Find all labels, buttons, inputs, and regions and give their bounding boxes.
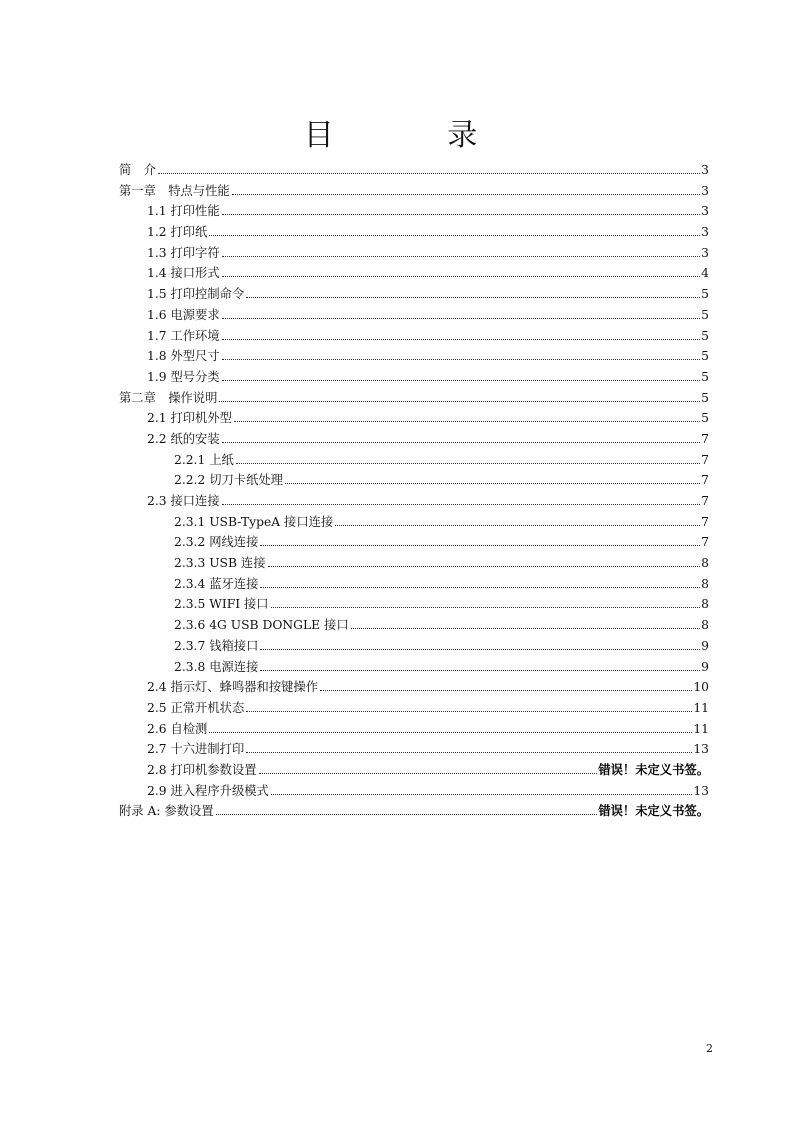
toc-entry[interactable] xyxy=(119,532,709,553)
toc-entry-page: 3 xyxy=(701,225,709,240)
table-of-contents xyxy=(119,160,709,822)
toc-entry-label: 2.3.1 USB-TypeA 接口连接 xyxy=(174,514,334,529)
toc-entry-label: 2.2 纸的安装 xyxy=(147,431,220,446)
toc-entry-page: 4 xyxy=(701,266,709,281)
toc-entry[interactable] xyxy=(119,470,709,491)
toc-entry[interactable] xyxy=(119,367,709,388)
toc-entry[interactable] xyxy=(119,429,709,450)
toc-entry[interactable] xyxy=(119,760,709,781)
toc-entry-label: 2.3.5 WIFI 接口 xyxy=(174,597,269,612)
toc-entry[interactable] xyxy=(119,160,709,181)
toc-entry[interactable] xyxy=(119,181,709,202)
toc-entry-error: 错误！未定义书签。 xyxy=(598,761,709,777)
toc-entry-label: 1.5 打印控制命令 xyxy=(147,287,245,302)
toc-entry-label: 2.3 接口连接 xyxy=(147,494,220,508)
toc-entry-page: 5 xyxy=(701,390,709,405)
toc-entry-page: 10 xyxy=(693,680,709,695)
toc-entry-label: 2.2.2 切刀卡纸处理 xyxy=(174,473,283,488)
dot-leader xyxy=(268,565,700,567)
toc-entry[interactable] xyxy=(119,512,709,533)
toc-entry-page: 5 xyxy=(701,328,709,343)
toc-title: 目 录 xyxy=(303,118,530,153)
dot-leader xyxy=(232,193,700,195)
toc-entry[interactable] xyxy=(119,305,709,326)
toc-entry[interactable] xyxy=(119,201,709,222)
toc-entry-page: 5 xyxy=(701,369,709,384)
toc-entry-label: 2.4 指示灯、蜂鸣器和按键操作 xyxy=(147,680,319,695)
dot-leader xyxy=(271,793,693,795)
toc-entry-page: 11 xyxy=(693,700,709,715)
dot-leader xyxy=(209,731,692,733)
toc-entry-page: 3 xyxy=(701,163,709,177)
dot-leader xyxy=(158,172,700,174)
toc-entry[interactable] xyxy=(119,243,709,264)
toc-entry[interactable] xyxy=(119,326,709,347)
toc-entry-page: 3 xyxy=(701,183,709,198)
toc-entry-page: 7 xyxy=(701,494,709,508)
toc-entry[interactable] xyxy=(119,781,709,802)
toc-entry-page: 5 xyxy=(701,287,709,302)
toc-entry-page: 7 xyxy=(701,473,709,488)
toc-entry-label: 2.7 十六进制打印 xyxy=(147,742,245,757)
toc-entry-page: 8 xyxy=(701,618,709,633)
dot-leader xyxy=(219,400,700,402)
toc-entry-label: 1.7 工作环境 xyxy=(147,328,220,343)
toc-entry-label: 第二章 操作说明 xyxy=(119,390,218,405)
toc-entry-error: 错误！未定义书签。 xyxy=(598,803,709,819)
toc-entry-page: 3 xyxy=(701,245,709,260)
dot-leader xyxy=(222,358,700,360)
toc-entry-page: 7 xyxy=(701,535,709,550)
toc-entry[interactable] xyxy=(119,450,709,471)
toc-entry[interactable] xyxy=(119,553,709,574)
toc-entry-label: 附录 A: 参数设置 xyxy=(119,804,214,819)
toc-entry-page: 8 xyxy=(701,597,709,612)
toc-entry-label: 1.9 型号分类 xyxy=(147,369,220,384)
dot-leader xyxy=(222,441,700,443)
toc-entry-label: 1.8 外型尺寸 xyxy=(147,349,220,364)
dot-leader xyxy=(234,420,700,422)
toc-entry[interactable] xyxy=(119,719,709,740)
toc-entry-page: 8 xyxy=(701,576,709,591)
dot-leader xyxy=(271,606,700,608)
dot-leader xyxy=(222,379,700,381)
toc-entry-page: 13 xyxy=(693,742,709,757)
toc-entry-label: 2.2.1 上纸 xyxy=(174,452,234,467)
toc-entry-label: 2.3.2 网线连接 xyxy=(174,535,259,550)
toc-entry[interactable] xyxy=(119,388,709,409)
toc-entry[interactable] xyxy=(119,594,709,615)
toc-entry-label: 2.8 打印机参数设置 xyxy=(147,762,257,777)
toc-entry-label: 第一章 特点与性能 xyxy=(119,183,230,198)
toc-entry-page: 7 xyxy=(701,514,709,529)
dot-leader xyxy=(351,627,700,629)
dot-leader xyxy=(260,586,700,588)
dot-leader xyxy=(222,503,700,505)
toc-entry-label: 简 介 xyxy=(119,163,156,177)
toc-entry-label: 2.6 自检测 xyxy=(147,721,208,736)
toc-entry[interactable] xyxy=(119,346,709,367)
toc-entry-label: 2.1 打印机外型 xyxy=(147,411,232,426)
toc-entry[interactable] xyxy=(119,615,709,636)
toc-entry-label: 1.3 打印字符 xyxy=(147,245,220,260)
page-number: 2 xyxy=(706,1042,713,1055)
dot-leader xyxy=(246,296,700,298)
toc-entry-page: 8 xyxy=(701,556,709,571)
toc-entry-page: 5 xyxy=(701,411,709,426)
toc-entry-label: 2.3.4 蓝牙连接 xyxy=(174,576,259,591)
dot-leader xyxy=(260,669,700,671)
toc-entry[interactable] xyxy=(119,491,709,512)
toc-entry-label: 2.9 进入程序升级模式 xyxy=(147,783,269,798)
dot-leader xyxy=(222,275,700,277)
dot-leader xyxy=(222,317,700,319)
dot-leader xyxy=(246,710,692,712)
toc-entry-page: 7 xyxy=(701,452,709,467)
toc-entry[interactable] xyxy=(119,698,709,719)
toc-entry[interactable] xyxy=(119,263,709,284)
dot-leader xyxy=(246,751,692,753)
toc-entry-page: 5 xyxy=(701,349,709,364)
toc-entry-label: 2.3.3 USB 连接 xyxy=(174,556,266,571)
dot-leader xyxy=(222,213,700,215)
toc-entry-page: 13 xyxy=(693,783,709,798)
dot-leader xyxy=(259,772,598,774)
toc-entry-label: 2.3.7 钱箱接口 xyxy=(174,638,259,653)
toc-entry[interactable] xyxy=(119,574,709,595)
toc-entry-page: 11 xyxy=(693,721,709,736)
dot-leader xyxy=(320,689,692,691)
toc-entry-label: 1.2 打印纸 xyxy=(147,225,208,240)
dot-leader xyxy=(260,648,700,650)
dot-leader xyxy=(285,482,700,484)
dot-leader xyxy=(222,255,700,257)
toc-entry[interactable] xyxy=(119,657,709,678)
dot-leader xyxy=(236,462,700,464)
toc-entry[interactable] xyxy=(119,739,709,760)
toc-entry-label: 1.1 打印性能 xyxy=(147,204,220,219)
toc-entry-label: 2.3.6 4G USB DONGLE 接口 xyxy=(174,618,349,633)
toc-entry-label: 1.6 电源要求 xyxy=(147,307,220,322)
toc-entry-page: 3 xyxy=(701,204,709,219)
toc-entry-page: 7 xyxy=(701,431,709,446)
toc-entry[interactable] xyxy=(119,636,709,657)
toc-entry-label: 1.4 接口形式 xyxy=(147,266,220,281)
toc-entry[interactable] xyxy=(119,222,709,243)
toc-entry-label: 2.3.8 电源连接 xyxy=(174,659,259,674)
dot-leader xyxy=(335,524,700,526)
toc-entry-page: 9 xyxy=(701,638,709,653)
toc-entry-page: 9 xyxy=(701,659,709,674)
toc-entry-page: 5 xyxy=(701,307,709,322)
dot-leader xyxy=(209,234,700,236)
dot-leader xyxy=(260,544,700,546)
toc-entry[interactable] xyxy=(119,801,709,822)
toc-entry[interactable] xyxy=(119,677,709,698)
toc-entry[interactable] xyxy=(119,408,709,429)
dot-leader xyxy=(216,813,598,815)
dot-leader xyxy=(222,338,700,340)
toc-entry[interactable] xyxy=(119,284,709,305)
toc-entry-label: 2.5 正常开机状态 xyxy=(147,700,245,715)
